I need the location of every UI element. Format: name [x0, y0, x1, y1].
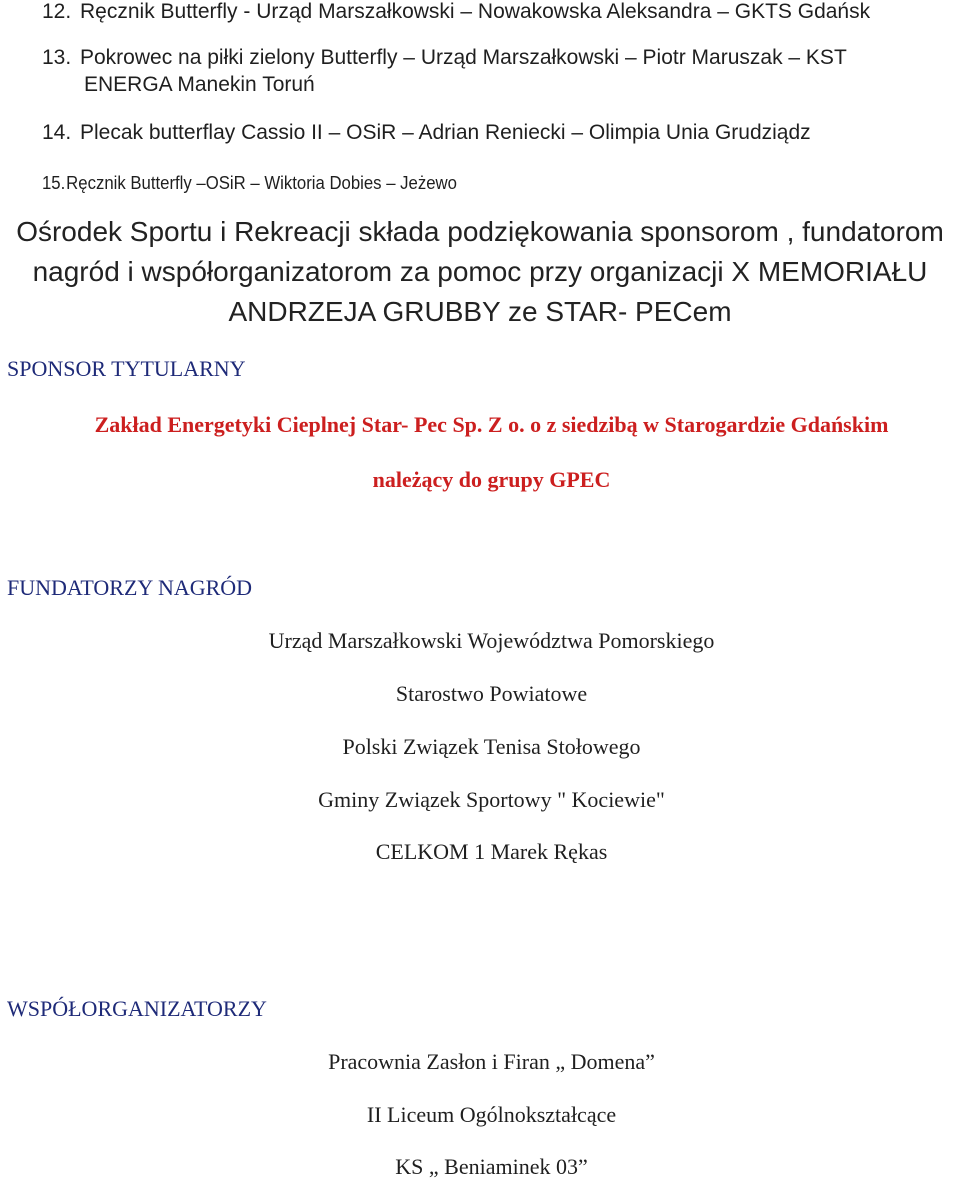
- funders-heading: FUNDATORZY NAGRÓD: [7, 575, 253, 600]
- prize-item-13: [42, 45, 847, 71]
- sponsor-name-line-1: Zakład Energetyki Cieplnej Star- Pec Sp. Z o. o z siedzibą w Starogardzie Gdańskim: [94, 412, 889, 437]
- prize-number: 15.: [42, 173, 66, 193]
- thanks-line-2: nagród i współorganizatorom za pomoc przy organizacji X MEMORIAŁU: [32, 256, 928, 287]
- sponsor-name-line-2: należący do grupy GPEC: [372, 467, 611, 492]
- prize-number: 12.: [42, 0, 72, 23]
- coorganizer-item: KS „ Beniaminek 03”: [395, 1154, 588, 1179]
- prize-number: 13.: [42, 46, 72, 69]
- prize-item-14: [42, 120, 811, 146]
- coorganizers-heading: WSPÓŁORGANIZATORZY: [7, 996, 267, 1021]
- prize-text: Ręcznik Butterfly –OSiR – Wiktoria Dobies – Jeżewo: [66, 173, 457, 193]
- prize-item-15: [42, 170, 457, 196]
- sponsor-heading: SPONSOR TYTULARNY: [7, 356, 246, 381]
- thanks-line-1: Ośrodek Sportu i Rekreacji składa podziękowania sponsorom , fundatorom: [16, 216, 944, 247]
- funder-item: CELKOM 1 Marek Rękas: [375, 839, 608, 864]
- prize-item-12: [42, 0, 870, 25]
- prize-text: Ręcznik Butterfly - Urząd Marszałkowski – Nowakowska Aleksandra – GKTS Gdańsk: [80, 0, 871, 23]
- coorganizer-item: Pracownia Zasłon i Firan „ Domena”: [328, 1049, 655, 1074]
- prize-item-13-continuation: ENERGA Manekin Toruń: [84, 73, 315, 96]
- prize-number: 14.: [42, 121, 72, 144]
- funder-item: Polski Związek Tenisa Stołowego: [342, 734, 641, 759]
- coorganizer-item: II Liceum Ogólnokształcące: [366, 1102, 617, 1127]
- funder-item: Gminy Związek Sportowy " Kociewie": [318, 787, 665, 812]
- prize-text: Plecak butterflay Cassio II – OSiR – Adrian Reniecki – Olimpia Unia Grudziądz: [80, 121, 811, 144]
- funder-item: Starostwo Powiatowe: [395, 681, 588, 706]
- thanks-line-3: ANDRZEJA GRUBBY ze STAR- PECem: [228, 296, 732, 327]
- funder-item: Urząd Marszałkowski Województwa Pomorskiego: [268, 628, 715, 653]
- prize-text: Pokrowec na piłki zielony Butterfly – Urząd Marszałkowski – Piotr Maruszak – KST: [80, 46, 847, 69]
